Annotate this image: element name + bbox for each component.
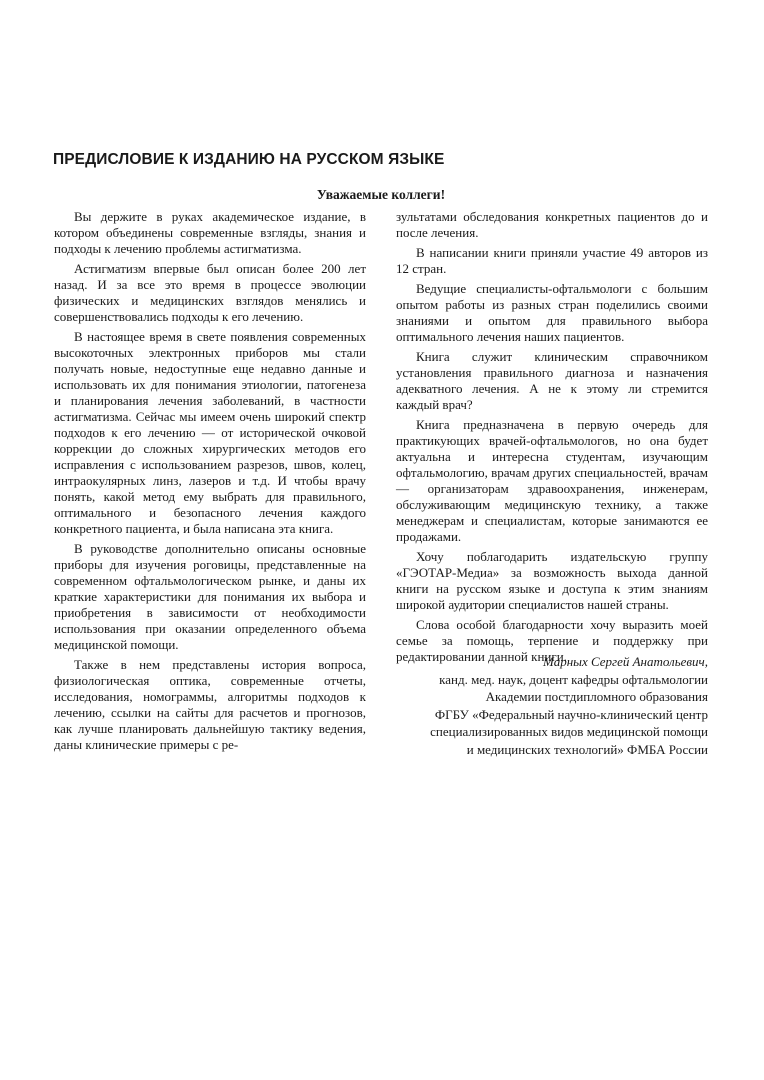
paragraph: В настоящее время в свете появления современных высокоточных электронных приборов мы стали получать новые, недоступные еще недавно данные и использовать их для понимания этиологии, патогенеза и планирования лечения заболеваний, в частности астигматизма. Сейчас мы имеем очень широкий спектр подходов к его лечению — от исторической очковой коррекции до сложных хирургических методов его исправления с использованием разрезов, швов, колец, интраокулярных линз, лазеров и т.д. И чтобы врачу понять, какой метод ему выбрать для правильного, оптимального и безопасного лечения каждого конкретного пациента, и была написана эта книга. (54, 329, 366, 536)
paragraph: зультатами обследования конкретных пациентов до и после лечения. (396, 209, 708, 240)
paragraph: В написании книги приняли участие 49 авторов из 12 стран. (396, 245, 708, 276)
paragraph: Ведущие специалисты-офтальмологи с большим опытом работы из разных стран поделились своими знаниями и опытом для правильного выбора оптимального лечения наших пациентов. (396, 281, 708, 344)
right-column (396, 209, 708, 669)
signature-block (396, 653, 708, 758)
author-name: Марных Сергей Анатольевич, (543, 654, 708, 669)
paragraph: Астигматизм впервые был описан более 200 лет назад. И за все это время в процессе эволюции физических и медицинских взглядов менялись и совершенствовались подходы к его лечению. (54, 261, 366, 324)
paragraph: Книга служит клиническим справочником установления правильного диагноза и назначения адекватного лечения. А не к этому ли стремится каждый врач? (396, 349, 708, 412)
author-credential: и медицинских технологий» ФМБА России (466, 741, 708, 757)
author-credential: специализированных видов медицинской помощи (430, 724, 708, 739)
author-credential: Академии постдипломного образования (485, 689, 708, 704)
paragraph: Слова особой благодарности хочу выразить моей семье за помощь, терпение и поддержку при редактировании данной книги. (396, 617, 708, 664)
paragraph: Также в нем представлены история вопроса, физиологическая оптика, современные отчеты, исследования, номограммы, алгоритмы подходов к лечению, ссылки на сайты для расчетов и прогнозов, как лучше планировать дальнейшую тактику ведения, даны клинические примеры с ре- (54, 657, 366, 752)
paragraph: Вы держите в руках академическое издание, в котором объединены современные взгляды, знания и подходы к лечению проблемы астигматизма. (54, 209, 366, 256)
left-column (54, 209, 366, 757)
paragraph: Хочу поблагодарить издательскую группу «ГЭОТАР-Медиа» за возможность выхода данной книги на русском языке и доступа к этим знаниям широкой аудитории специалистов нашей страны. (396, 549, 708, 612)
paragraph: В руководстве дополнительно описаны основные приборы для изучения роговицы, представленные на современном офтальмологическом рынке, и даны их краткие характеристики для понимания их выбора и приобретения в зависимости от необходимости использования при оказании определенного объема медицинской помощи. (54, 541, 366, 652)
author-credential: канд. мед. наук, доцент кафедры офтальмологии (439, 671, 708, 687)
greeting: Уважаемые коллеги! (316, 187, 446, 202)
author-credential: ФГБУ «Федеральный научно-клинический центр (434, 706, 708, 722)
paragraph: Книга предназначена в первую очередь для практикующих врачей-офтальмологов, но она будет актуальна и интересна студентам, изучающим офтальмологию, врачам других специальностей, врачам — организаторам здравоохранения, инженерам, обслуживающим медицинскую технику, а также менеджерам и специалистам, которые занимаются ее продажами. (396, 417, 708, 544)
page-title: ПРЕДИСЛОВИЕ К ИЗДАНИЮ НА РУССКОМ ЯЗЫКЕ (53, 151, 445, 168)
